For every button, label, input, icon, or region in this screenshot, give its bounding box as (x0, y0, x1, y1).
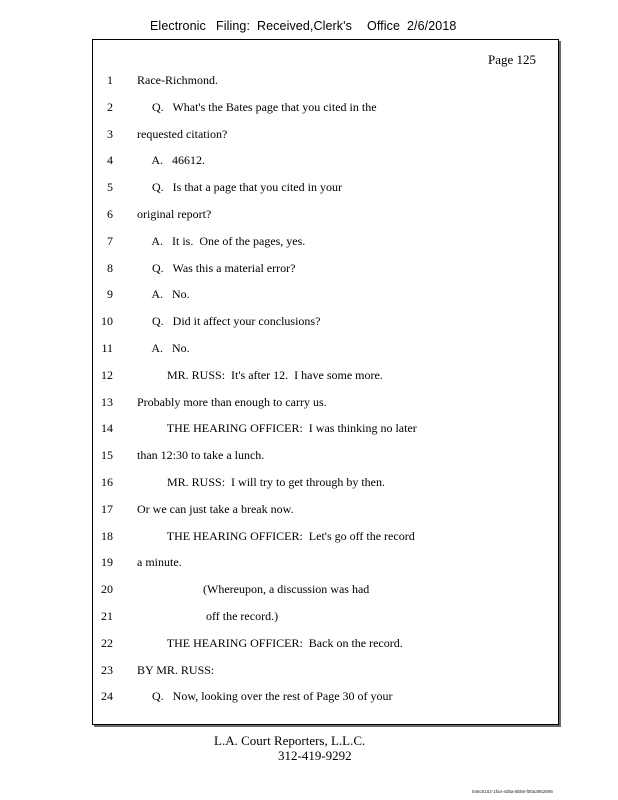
line-number: 19 (101, 555, 113, 570)
transcript-line (93, 555, 558, 571)
line-text: a minute. (137, 555, 182, 570)
line-number: 3 (107, 126, 113, 141)
line-text: Probably more than enough to carry us. (137, 394, 327, 409)
transcript-line (93, 234, 558, 250)
transcript-line (93, 207, 558, 223)
line-number: 10 (101, 314, 113, 329)
transcript-line (93, 314, 558, 330)
transcript-line (93, 636, 558, 652)
transcript-line (93, 609, 558, 625)
line-number: 13 (101, 394, 113, 409)
transcript-line (93, 261, 558, 277)
line-number: 24 (101, 689, 113, 704)
line-text: Race-Richmond. (137, 73, 218, 87)
transcript-line (93, 287, 558, 303)
transcript-line (93, 153, 558, 169)
line-number: 8 (107, 260, 113, 275)
line-text: original report? (137, 207, 212, 221)
transcript-line (93, 421, 558, 437)
line-number: 16 (101, 475, 113, 489)
line-number: 4 (107, 153, 113, 168)
transcript-line (93, 368, 558, 384)
line-number: 14 (101, 421, 113, 436)
transcript-line (93, 502, 558, 518)
filing-stamp-word-office: Office (367, 19, 401, 33)
line-number: 15 (101, 448, 113, 463)
line-text: (Whereupon, a discussion was had (137, 582, 370, 597)
transcript-line (93, 448, 558, 464)
transcript-line (93, 689, 558, 705)
line-text: Q. Is that a page that you cited in your (137, 180, 342, 195)
line-number: 22 (101, 635, 113, 650)
transcript-line (93, 73, 558, 89)
line-text: Q. What's the Bates page that you cited in the (137, 99, 377, 114)
transcript-page (92, 39, 559, 725)
court-reporter-phone: 312-419-9292 (278, 748, 352, 763)
line-number: 11 (101, 341, 113, 355)
line-text: requested citation? (137, 126, 228, 141)
line-number: 23 (101, 662, 113, 677)
line-number: 2 (107, 99, 113, 114)
document-hash: 546c5102-1fa4-4d5a-8b56-f00a3952896 (472, 789, 553, 794)
line-text: A. It is. One of the pages, yes. (137, 233, 306, 248)
line-text: A. No. (137, 287, 190, 302)
transcript-line (93, 127, 558, 143)
line-text: Or we can just take a break now. (137, 501, 294, 516)
transcript-line (93, 663, 558, 679)
line-text: THE HEARING OFFICER: Back on the record. (137, 635, 403, 650)
page-number: Page 125 (487, 52, 536, 67)
line-number: 21 (101, 609, 113, 623)
transcript-line (93, 100, 558, 116)
line-text: A. No. (137, 341, 190, 355)
transcript-line (93, 395, 558, 411)
line-text: BY MR. RUSS: (137, 662, 215, 677)
line-number: 9 (107, 287, 113, 302)
court-reporter-name: L.A. Court Reporters, L.L.C. (214, 733, 366, 748)
filing-stamp-date: 2/6/2018 (407, 19, 457, 33)
line-number: 6 (107, 207, 113, 221)
line-number: 5 (107, 180, 113, 195)
line-number: 7 (107, 233, 113, 248)
line-text: Q. Did it affect your conclusions? (137, 314, 321, 329)
line-number: 18 (101, 528, 113, 543)
line-text: Q. Was this a material error? (137, 260, 296, 275)
line-text: off the record.) (137, 609, 279, 623)
line-text: A. 46612. (137, 153, 206, 168)
line-number: 12 (101, 367, 113, 382)
line-text: MR. RUSS: I will try to get through by then. (137, 475, 386, 489)
transcript-line (93, 475, 558, 491)
line-number: 1 (107, 73, 113, 87)
filing-stamp-word-filing: Filing: (216, 19, 251, 33)
line-text: THE HEARING OFFICER: Let's go off the record (137, 528, 415, 543)
line-number: 20 (101, 582, 113, 597)
line-text: MR. RUSS: It's after 12. I have some more. (137, 367, 383, 382)
transcript-line (93, 529, 558, 545)
transcript-line (93, 180, 558, 196)
filing-stamp (150, 19, 457, 37)
line-number: 17 (101, 501, 113, 516)
filing-stamp-word-received-clerks: Received,Clerk's (257, 19, 352, 33)
filing-stamp-word-electronic: Electronic (150, 19, 206, 33)
line-text: THE HEARING OFFICER: I was thinking no later (137, 421, 417, 436)
line-text: than 12:30 to take a lunch. (137, 448, 265, 463)
transcript-line (93, 582, 558, 598)
transcript-line (93, 341, 558, 357)
line-text: Q. Now, looking over the rest of Page 30 of your (137, 689, 393, 704)
